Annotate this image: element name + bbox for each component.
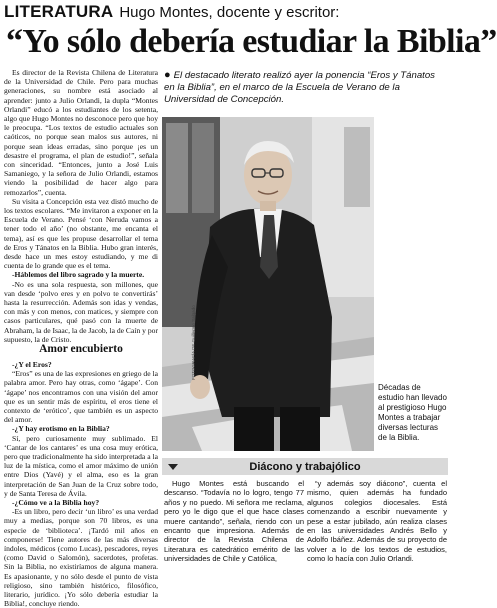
question: -¿Cómo ve a la Biblia hoy? [12, 498, 100, 508]
sidebar-box-header [162, 458, 448, 475]
question: -Háblemos del libro sagrado y la muerte. [12, 270, 145, 280]
question: -¿Y hay erotismo en la Biblia? [12, 424, 110, 434]
paragraph: “y además soy diácono”, cuenta el mismo, quien además ha fundado algunos colegios diocesales. Está comenzando a escribir nuevamente y pese a estar jubilado, aún realiza clases en las universidades Andrés Bello y Adolfo Ibáñez. Además de su proyecto de volver a lo de los textos de estudios, como lo hacía con Julio Orlandi. [307, 479, 447, 564]
section-tag: LITERATURA [4, 2, 114, 21]
headline: “Yo sólo debería estudiar la Biblia” [6, 23, 497, 60]
subhead: Amor encubierto [39, 343, 123, 355]
photo-credit: FOTOGRAFÍA DE Guillermo Salgado [191, 305, 196, 380]
sidebar-box-title: Diácono y trabajólico [249, 460, 361, 473]
question: -¿Y el Eros? [12, 360, 52, 369]
paragraph: Sí, pero curiosamente muy sublimado. El ‘Cantar de los cantares’ es una cosa muy erótica, pero que tradicionalmente ha sido interpretada a la luz de la mística, como el amor máximo de unión entre Dios (Yavé) y el alma, eso es la gran interpretación de San Juan de la Cruz sobre todo, y de Santa Teresa de Ávila. [4, 433, 158, 498]
paragraph: Hugo Montes está buscando el descanso. “Todavía no lo logro, tengo 77 años y no puedo. Mi señora me reclama, pero yo le digo que el que hace clases muere cantando”, señala, riendo con un encanto que impresiona. Además de director de la Revista Chilena de Literatura es catedrático emérito de las universidades de Chile y Católica, [164, 479, 304, 564]
lede [164, 70, 448, 105]
triangle-icon [168, 464, 178, 470]
paragraph: Su visita a Concepción esta vez distó mucho de los textos escolares. “Me invitaron a exponer en la Escuela de Verano. Pensé ‘con Neruda vamos a tener todo el año’ (no obstante, me encanta el tema), así es que les propuse desarrollar el tema de Eros y Tánatos en la Biblia. Hubo gran interés, desde hace un mes estoy estudiando, y me di cuenta de lo grande que es el tema. [4, 196, 158, 271]
portrait-illustration [162, 117, 374, 451]
paragraph: -No es una sola respuesta, son millones, que van desde ‘polvo eres y en polvo te convertirás’ hasta la resurrección. Además son idas y vendas, con más y con menos, con matices, y siempre con casos particulares, qué pasó con la muerte de Abraham, la de Isaac, la de Jacob, la de Caín y por supuesto, la de Cristo. [4, 279, 158, 344]
sidebar-box-column-1 [164, 479, 304, 599]
header-row [4, 2, 448, 24]
paragraph: Es director de la Revista Chilena de Literatura de la Universidad de Chile. Pero para muchas generaciones, su nombre está asociado al aprender: junto a Julio Orlandi, la dupla “Montes Orlandi” educó a los estudiantes de los setenta, algo que Hugo Montes no desconoce pero que hoy le preocupa. “Los textos de estudio actuales son caóticos, no porque sean malos sus autores, ni porque sean ideas erradas, sino porque ¡es un desastre el programa, el plan de estudio!”, señala con sinceridad. “Entonces, junto a José Luis Samaniego, y la señora de Julio Orlandi, estamos viendo la posibilidad de hacer algo para remozarlos”, cuenta. [4, 68, 158, 197]
photo-caption: Décadas de estudio han llevado al prestigioso Hugo Montes a trabajar diversas lecturas de la Biblia. [378, 383, 447, 442]
kicker: Hugo Montes, docente y escritor: [119, 4, 340, 21]
lede-text: El destacado literato realizó ayer la ponencia “Eros y Tánatos en la Biblia”, en el marco de la Escuela de Verano de la Universidad de Concepción. [164, 70, 435, 105]
paragraph: “Eros” es una de las expresiones en griego de la palabra amor. Pero hay otras, como ‘ágape’. Con ‘ágape’ nos encontramos con una visión del amor que es un sentir más de espíritu, el eros tiene el contexto de ‘erótico’, que también es un aspecto del amor. [4, 369, 158, 425]
bullet-icon: ● [164, 69, 171, 81]
portrait-photo [162, 117, 374, 451]
body-column-1b [4, 360, 158, 608]
paragraph: -Es un libro, pero decir ‘un libro’ es una verdad muy a medias, porque son 70 libros, es una especie de ‘biblioteca’. ¡Tardó mil años en componerse! Tiene autores de las más diversas índoles, médicos (como Lucas), pescadores, reyes (como David o Salomón), sacerdotes, profetas. Sin la Biblia, no existiríamos de alguna manera. Es apasionante, y no sólo desde el punto de vista religioso, sino también histórico, filosófico, literario, jurídico. ¡Yo sólo debería estudiar la Biblia!, concluye riendo. [4, 507, 158, 608]
body-column-1 [4, 68, 158, 348]
sidebar-box-column-2 [307, 479, 447, 599]
